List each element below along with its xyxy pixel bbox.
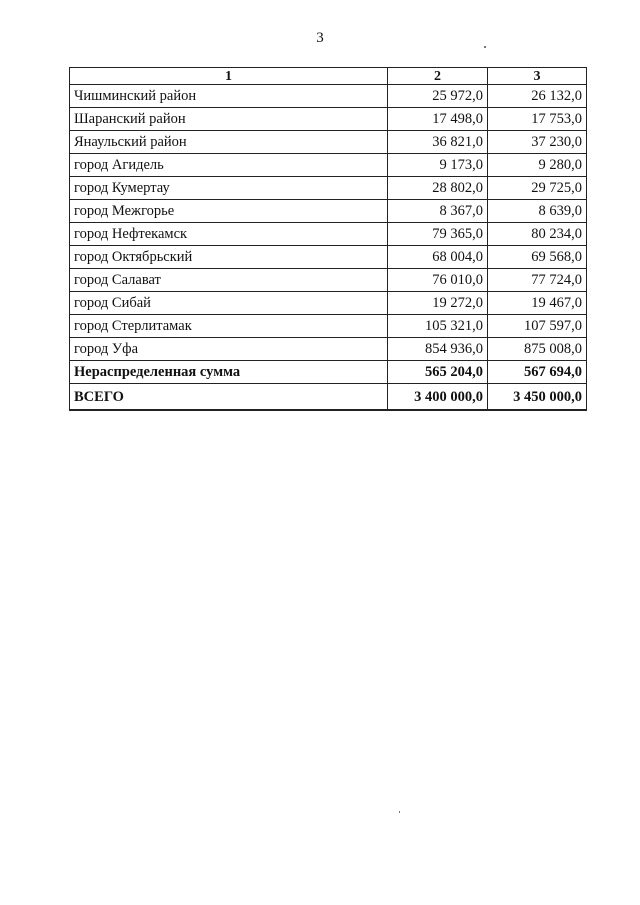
row-name: город Октябрьский [70,246,388,269]
total-row [70,384,587,411]
scan-speck [484,46,486,48]
page-number: 3 [316,30,324,46]
row-value-col3: 26 132,0 [488,85,587,108]
row-value-col3: 567 694,0 [488,361,587,384]
table-body [70,85,587,411]
row-value-col3: 17 753,0 [488,108,587,131]
table-row [70,200,587,223]
row-value-col3: 8 639,0 [488,200,587,223]
row-name: город Агидель [70,154,388,177]
row-name: город Сибай [70,292,388,315]
scan-speck [399,811,400,813]
table-row [70,246,587,269]
row-value-col3: 77 724,0 [488,269,587,292]
unallocated-row [70,361,587,384]
row-name: город Стерлитамак [70,315,388,338]
row-name: Нераспределенная сумма [70,361,388,384]
row-name: город Кумертау [70,177,388,200]
row-value-col2: 68 004,0 [388,246,488,269]
row-value-col2: 79 365,0 [388,223,488,246]
table-row [70,223,587,246]
row-value-col3: 19 467,0 [488,292,587,315]
row-name: Янаульский район [70,131,388,154]
row-value-col2: 28 802,0 [388,177,488,200]
column-header-1: 1 [70,68,388,85]
row-value-col3: 69 568,0 [488,246,587,269]
column-header-2: 2 [388,68,488,85]
row-value-col2: 8 367,0 [388,200,488,223]
table-row [70,131,587,154]
row-value-col2: 105 321,0 [388,315,488,338]
row-value-col2: 565 204,0 [388,361,488,384]
table-row [70,338,587,361]
row-name: город Межгорье [70,200,388,223]
row-value-col3: 9 280,0 [488,154,587,177]
row-value-col2: 9 173,0 [388,154,488,177]
row-name: город Нефтекамск [70,223,388,246]
table-row [70,315,587,338]
table-row [70,177,587,200]
table-row [70,108,587,131]
row-name: Шаранский район [70,108,388,131]
row-value-col3: 3 450 000,0 [488,384,587,411]
table-row [70,292,587,315]
row-value-col2: 36 821,0 [388,131,488,154]
table-header-row [70,68,587,85]
table-row [70,269,587,292]
row-value-col3: 80 234,0 [488,223,587,246]
row-value-col2: 3 400 000,0 [388,384,488,411]
row-name: город Салават [70,269,388,292]
row-value-col2: 19 272,0 [388,292,488,315]
row-value-col3: 29 725,0 [488,177,587,200]
row-name: Чишминский район [70,85,388,108]
table-row [70,85,587,108]
row-name: город Уфа [70,338,388,361]
row-value-col2: 76 010,0 [388,269,488,292]
row-value-col3: 37 230,0 [488,131,587,154]
row-value-col2: 854 936,0 [388,338,488,361]
row-value-col2: 17 498,0 [388,108,488,131]
row-value-col3: 875 008,0 [488,338,587,361]
row-value-col2: 25 972,0 [388,85,488,108]
row-name: ВСЕГО [70,384,388,411]
row-value-col3: 107 597,0 [488,315,587,338]
budget-table [69,67,587,411]
column-header-3: 3 [488,68,587,85]
table-row [70,154,587,177]
